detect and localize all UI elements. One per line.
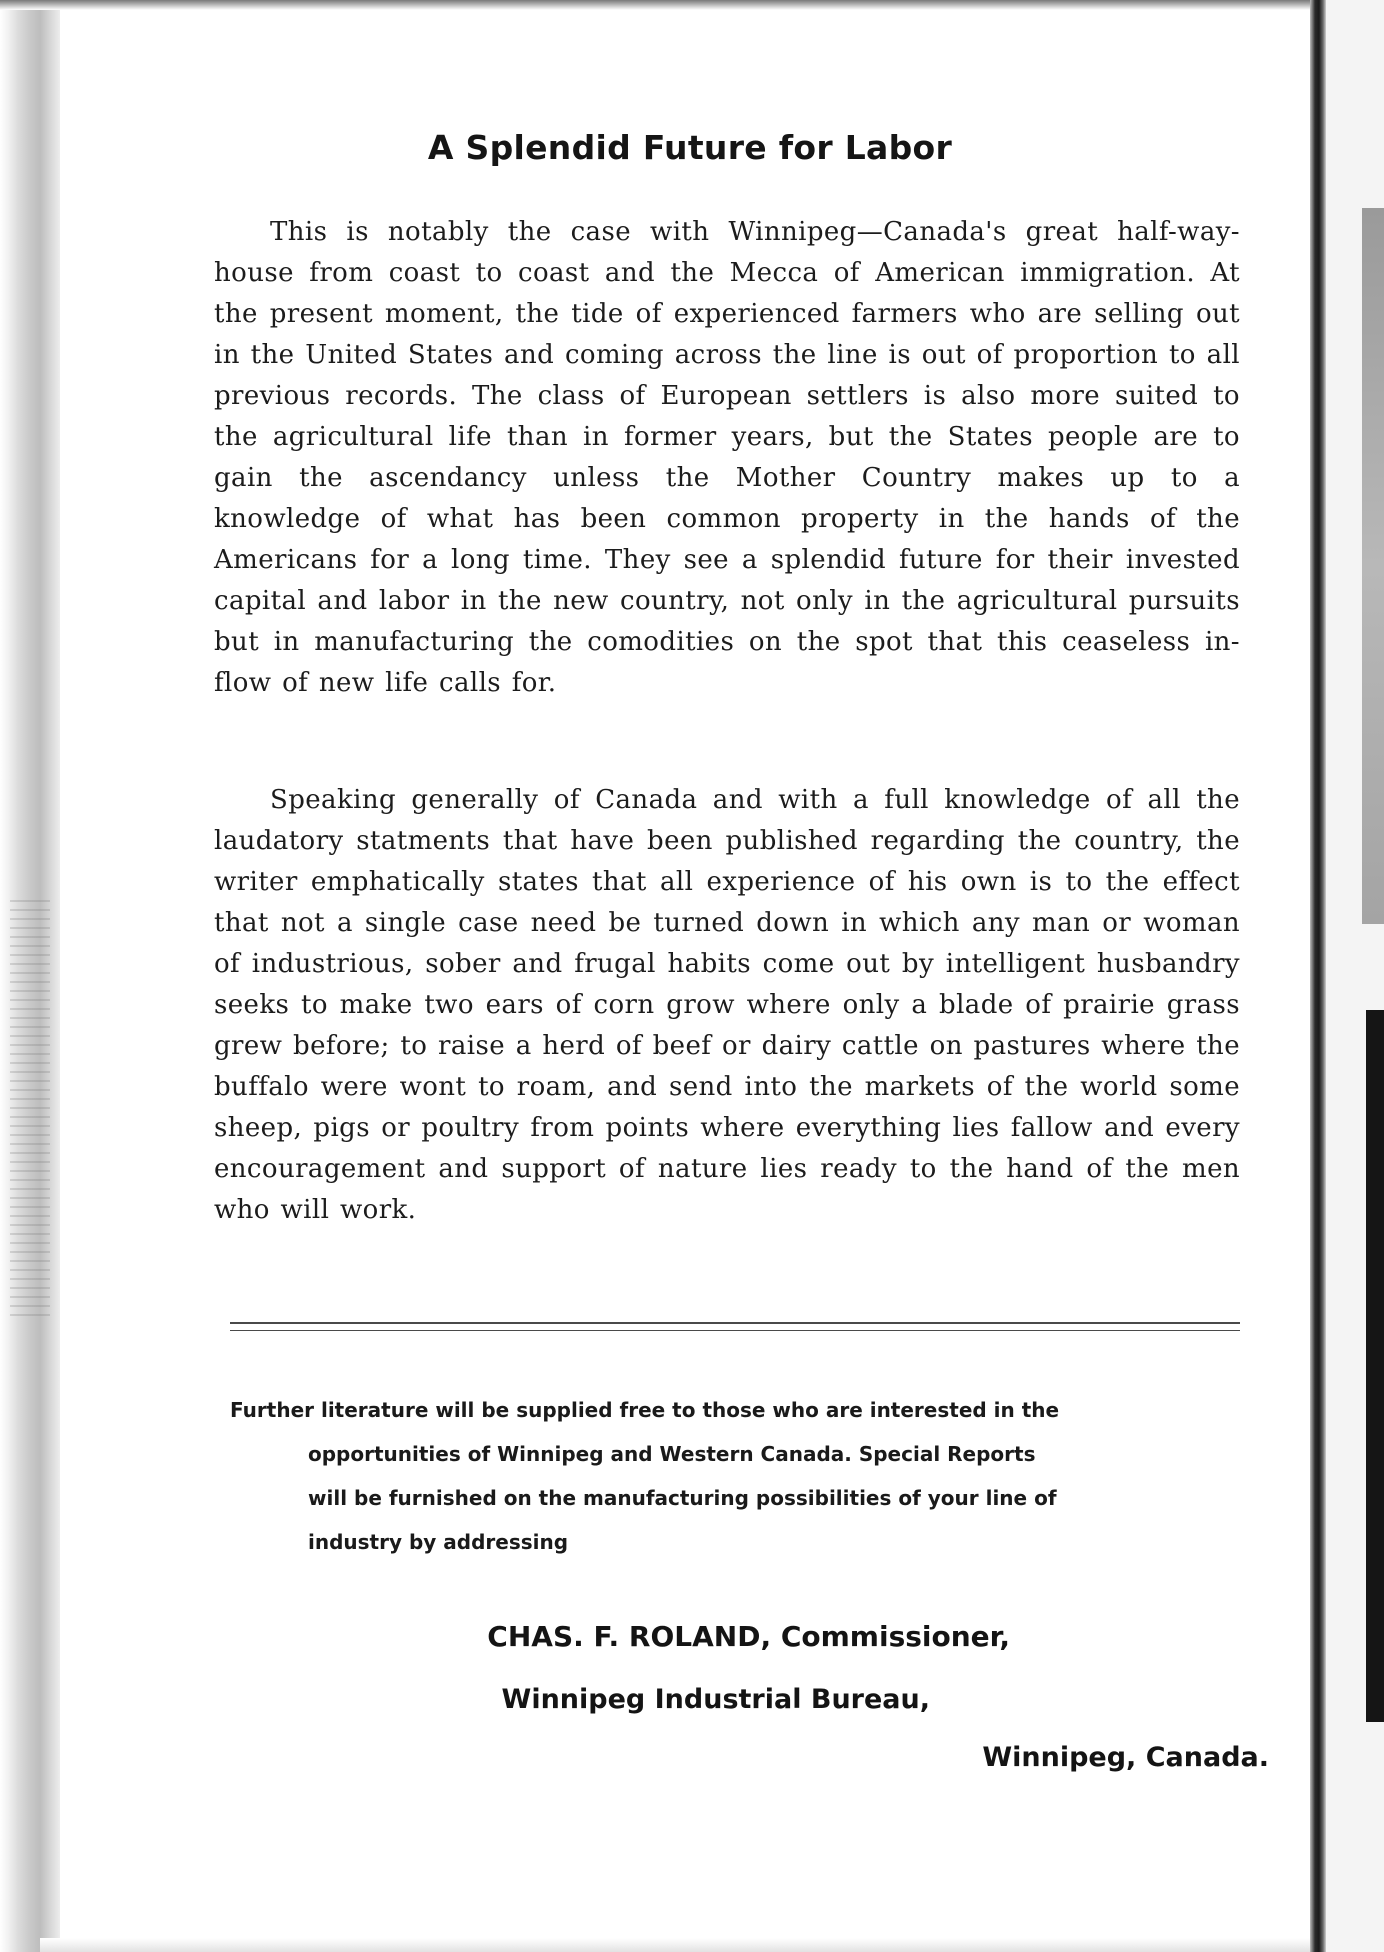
bottom-page-shadow [40, 1938, 1320, 1952]
further-literature-line-2: opportunities of Winnipeg and Western Canada. Special Reports [308, 1442, 1036, 1466]
binding-page-edges [10, 900, 50, 1320]
address-bureau-line: Winnipeg Industrial Bureau, [501, 1684, 930, 1715]
address-name-line: CHAS. F. ROLAND, Commissioner, [487, 1620, 1010, 1653]
page-title: A Splendid Future for Labor [427, 128, 953, 167]
adjacent-page-dark-strip [1366, 1010, 1384, 1722]
page-fold-gutter [1310, 0, 1326, 1952]
top-page-edge [0, 0, 1320, 10]
further-literature-notice [230, 1388, 1260, 1564]
divider-rule-bottom [230, 1330, 1240, 1331]
body-paragraph-1: This is notably the case with Winnipeg—Canada's great half-way-house from coast to coast and the Mecca of American immigration. At the present moment, the tide of experienced farmers who are selling out in the United States and coming across the line is out of proportion to all previous records. The class of European settlers is also more suited to the agricultural life than in former years, but the States people are to gain the ascendancy unless the Mother Country makes up to a knowledge of what has been common property in the hands of the Americans for a long time. They see a splendid future for their invested capital and labor in the new country, not only in the agricultural pursuits but in manufacturing the comodities on the spot that this ceaseless in-flow of new life calls for. [214, 217, 1240, 698]
adjacent-page-image-strip [1362, 208, 1384, 924]
further-literature-line-3: will be furnished on the manufacturing possibilities of your line of [308, 1486, 1057, 1510]
address-city-line: Winnipeg, Canada. [982, 1742, 1269, 1773]
body-paragraph-2: Speaking generally of Canada and with a full knowledge of all the laudatory statments that have been published regarding the country, the writer emphatically states that all experience of his own is to the effect that not a single case need be turned down in which any man or woman of industrious, sober and frugal habits come out by intelligent husbandry seeks to make two ears of corn grow where only a blade of prairie grass grew before; to raise a herd of beef or dairy cattle on pastures where the buffalo were wont to roam, and send into the markets of the world some sheep, pigs or poultry from points where everything lies fallow and every encouragement and support of nature lies ready to the hand of the men who will work. [214, 785, 1240, 1225]
further-literature-line-1: Further literature will be supplied free to those who are interested in the [230, 1398, 1060, 1422]
divider-rule-top [230, 1322, 1240, 1324]
further-literature-line-4: industry by addressing [308, 1530, 569, 1554]
